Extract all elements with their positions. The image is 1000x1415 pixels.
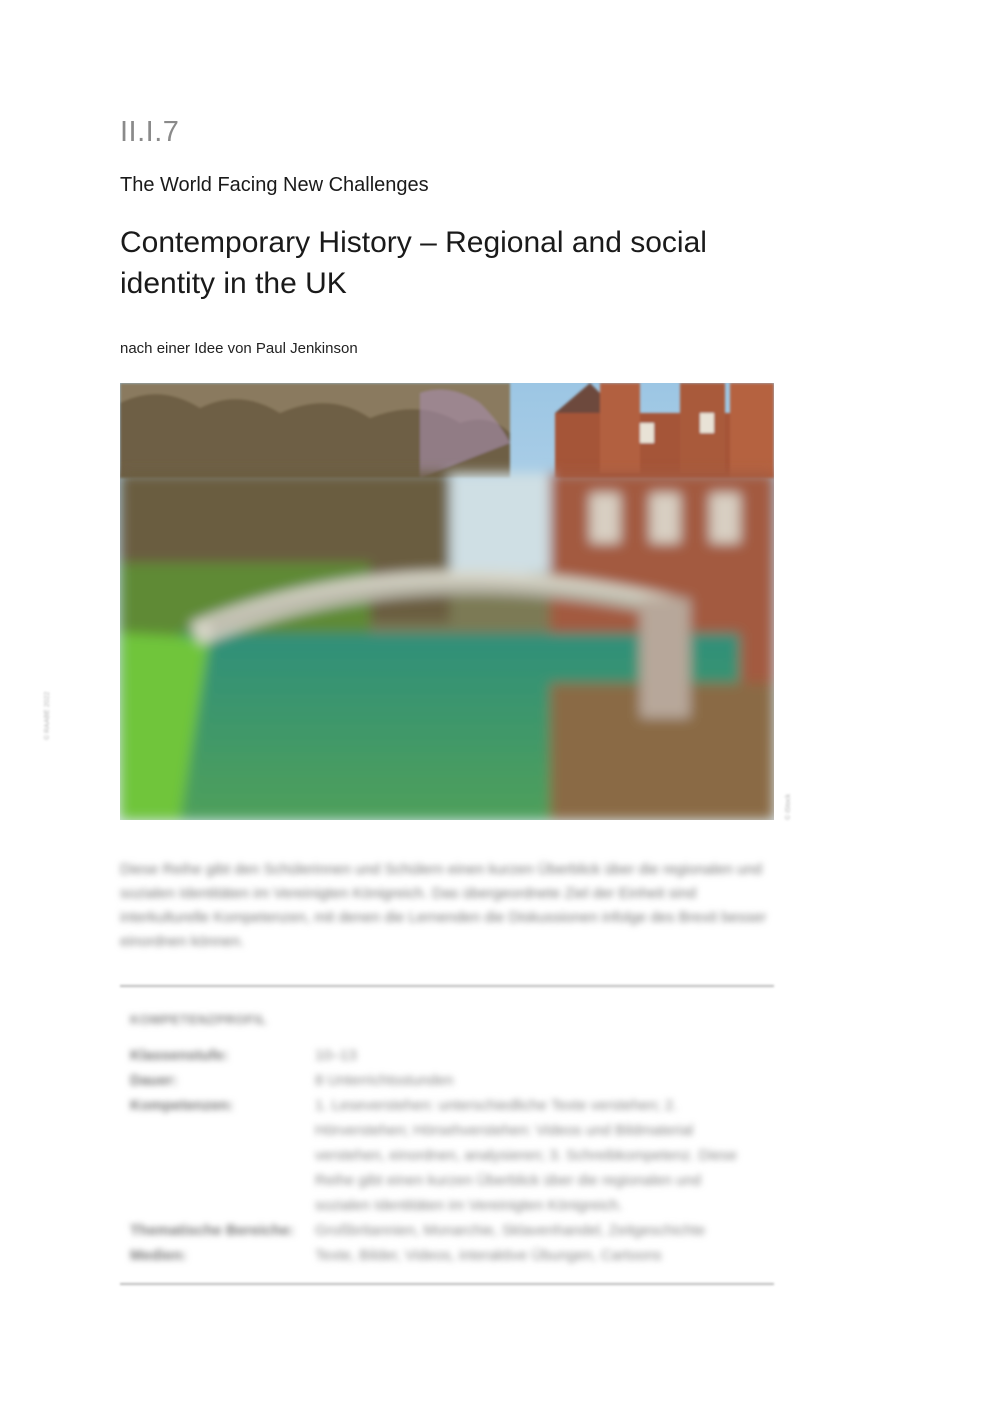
page-title: Contemporary History – Regional and social identity in the UK [120, 226, 707, 300]
profile-label: Dauer: [130, 1072, 178, 1089]
profile-row [130, 1093, 760, 1218]
profile-value: 8 Unterrichtsstunden [315, 1072, 454, 1089]
profile-row [130, 1043, 760, 1068]
profile-label: Medien: [130, 1247, 187, 1264]
copyright-side-right: © iStock [785, 793, 792, 820]
profile-value: Großbritannien, Monarchie, Sklavenhandel, Zeitgeschichte [315, 1222, 706, 1239]
profile-value: 1. Leseverstehen: unterschiedliche Texte verstehen; 2. Hörverstehen; Hörsehverstehen: Videos und Bildmaterial verstehen, einordnen, analysieren; 3. Schreibkompetenz. Diese Reihe gibt einen kurzen Überblick über die regionalen und sozialen Identitäten im Vereinigten Königreich. [315, 1097, 737, 1214]
profile-label: Klassenstufe: [130, 1047, 229, 1064]
intro-paragraph: Diese Reihe gibt den Schülerinnen und Schülern einen kurzen Überblick über die regionalen und sozialen Identitäten im Vereinigten Königreich. Das übergeordnete Ziel der Einheit sind interkulturelle Kompetenzen, mit denen die Lernenden die Diskussionen infolge des Brexit besser einordnen können. [120, 861, 767, 950]
profile-label: Kompetenzen: [130, 1097, 234, 1114]
divider-bottom [120, 1283, 774, 1285]
profile-row [130, 1243, 760, 1268]
profile-row [130, 1068, 760, 1093]
author-credit: nach einer Idee von Paul Jenkinson [120, 340, 358, 357]
profile-label: Thematische Bereiche: [130, 1222, 295, 1239]
profile-heading: KOMPETENZPROFIL [130, 1012, 267, 1027]
profile-value: Texte, Bilder, Videos, interaktive Übungen, Cartoons [315, 1247, 662, 1264]
profile-row [130, 1218, 760, 1243]
divider-top [120, 985, 774, 987]
competence-profile [130, 1043, 760, 1268]
copyright-side-left: © RAABE 2022 [44, 691, 51, 740]
section-code: II.I.7 [120, 116, 180, 148]
mathematical-bridge-photo [120, 383, 774, 820]
series-title: The World Facing New Challenges [120, 174, 429, 196]
profile-value: 10–13 [315, 1047, 357, 1064]
